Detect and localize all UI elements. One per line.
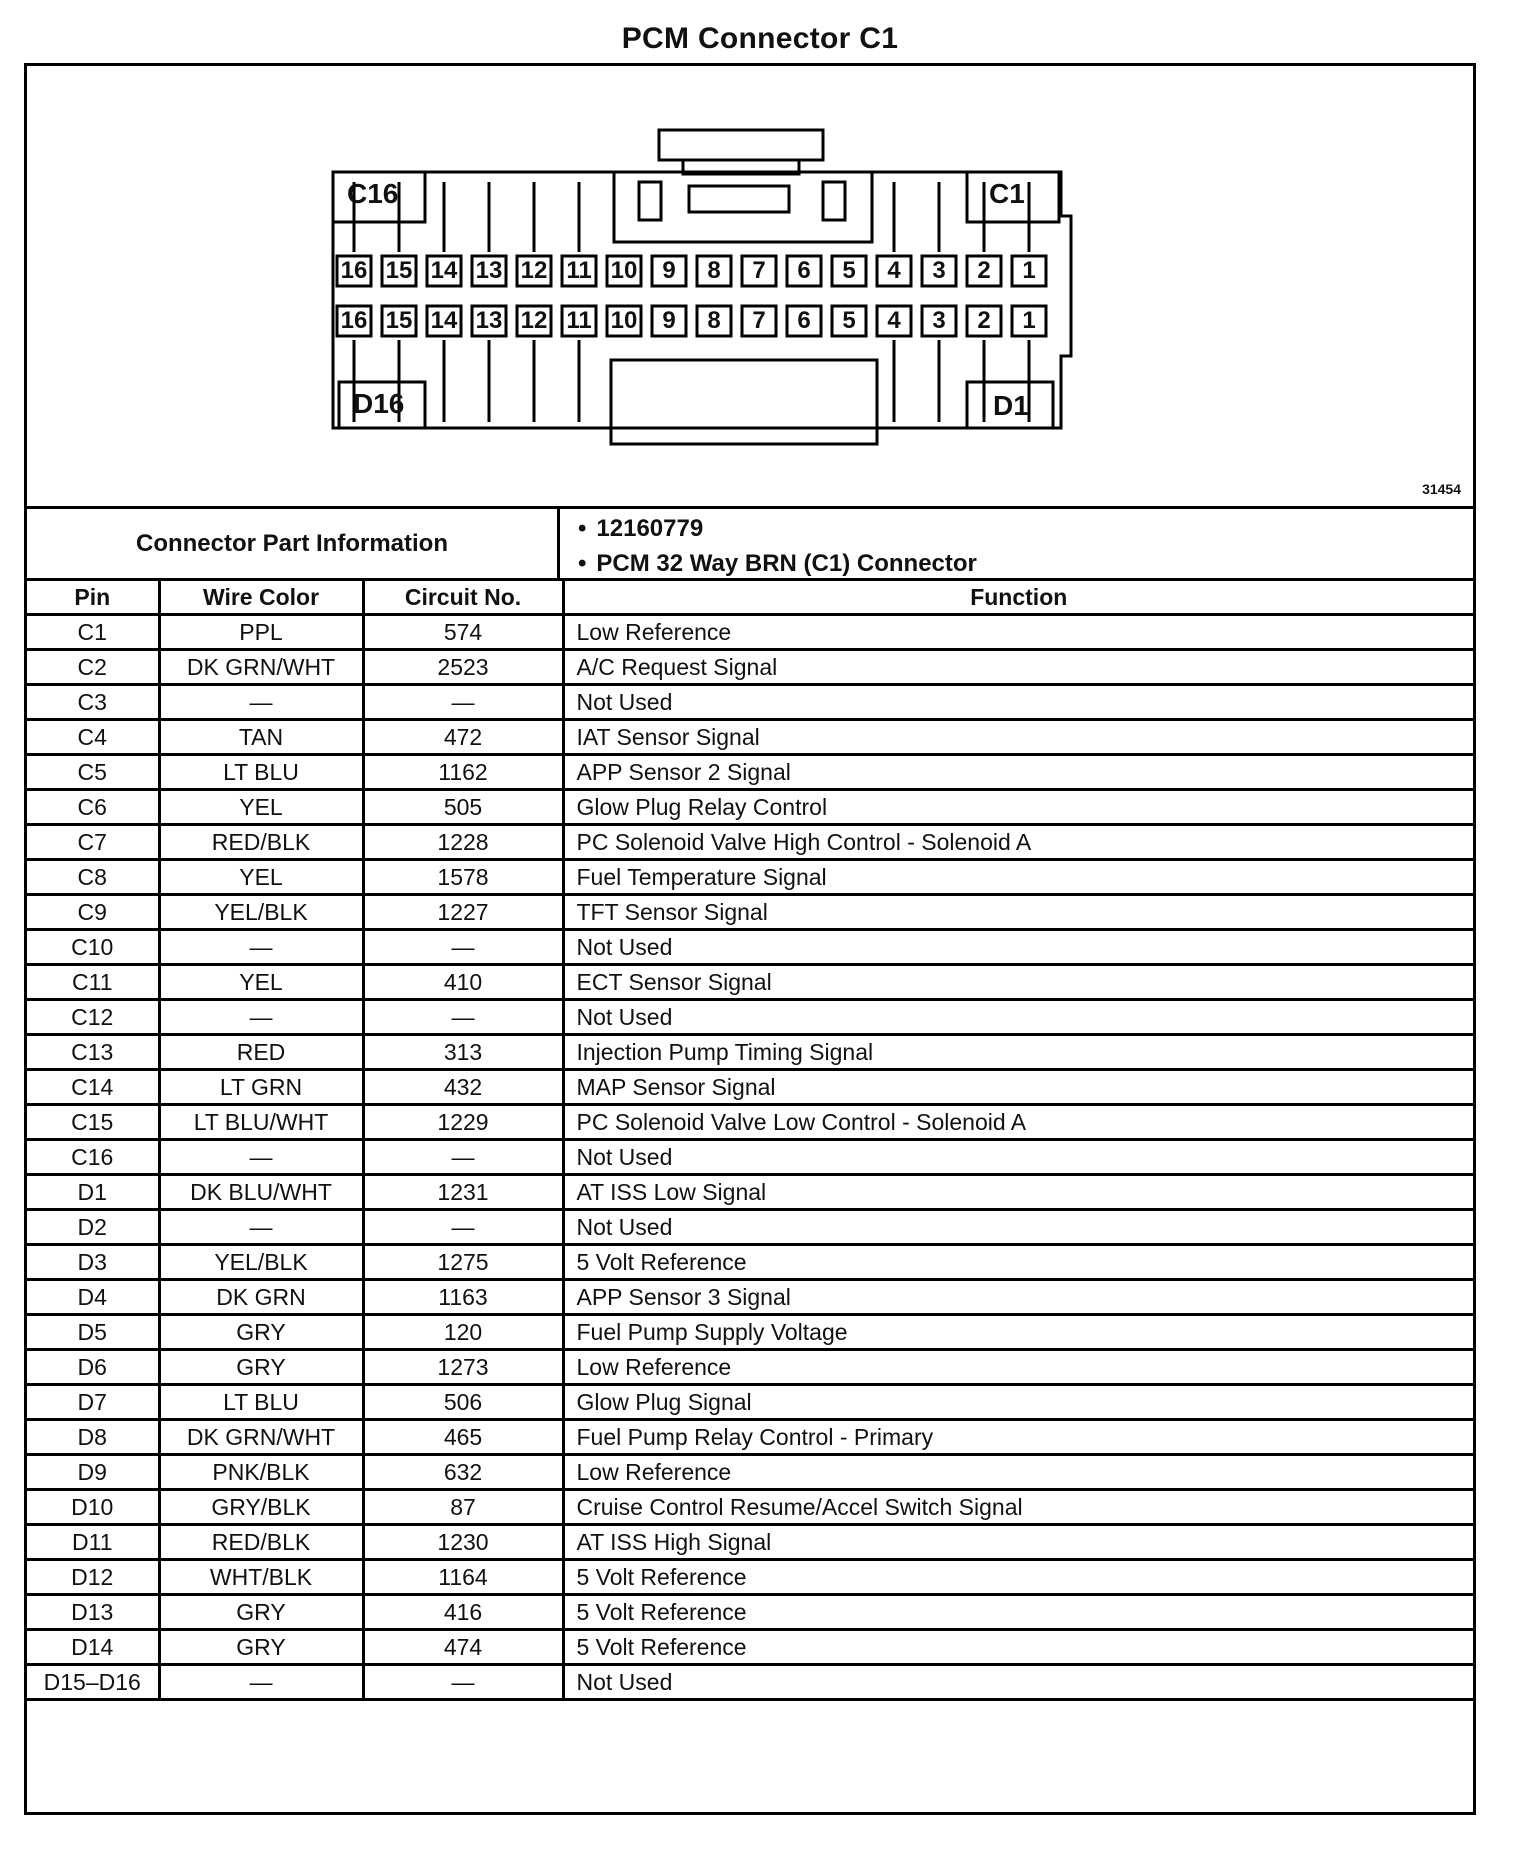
c-pin-number: 15 bbox=[385, 257, 413, 284]
pin-cell: C7 bbox=[27, 825, 159, 860]
c-pin-number: 2 bbox=[977, 257, 991, 284]
d-pin-number: 15 bbox=[385, 307, 413, 334]
wire-color-cell: LT BLU bbox=[159, 755, 363, 790]
wire-color-cell: — bbox=[159, 1000, 363, 1035]
c-pin-number: 14 bbox=[430, 257, 458, 284]
pin-cell: C4 bbox=[27, 720, 159, 755]
wire-color-cell: GRY/BLK bbox=[159, 1490, 363, 1525]
c-pin-number: 12 bbox=[520, 257, 548, 284]
pin-cell: C10 bbox=[27, 930, 159, 965]
function-cell: Not Used bbox=[563, 1140, 1473, 1175]
function-cell: AT ISS High Signal bbox=[563, 1525, 1473, 1560]
table-row bbox=[27, 965, 1473, 1000]
function-cell: A/C Request Signal bbox=[563, 650, 1473, 685]
d-pin-number: 9 bbox=[662, 307, 676, 334]
function-cell: 5 Volt Reference bbox=[563, 1630, 1473, 1665]
d-pin-number: 13 bbox=[475, 307, 503, 334]
label-c1: C1 bbox=[989, 178, 1025, 209]
header-wire-color: Wire Color bbox=[159, 580, 363, 615]
circuit-number-cell: 1230 bbox=[363, 1525, 563, 1560]
function-cell: Not Used bbox=[563, 930, 1473, 965]
connector-description: • PCM 32 Way BRN (C1) Connector bbox=[572, 546, 977, 581]
table-row bbox=[27, 1070, 1473, 1105]
d-pin-number: 4 bbox=[887, 307, 901, 334]
d-pin-number: 8 bbox=[707, 307, 721, 334]
pin-cell: C1 bbox=[27, 615, 159, 650]
circuit-number-cell: 1229 bbox=[363, 1105, 563, 1140]
pin-cell: D11 bbox=[27, 1525, 159, 1560]
pin-cell: D13 bbox=[27, 1595, 159, 1630]
circuit-number-cell: — bbox=[363, 930, 563, 965]
c-pin-number: 4 bbox=[887, 257, 901, 284]
function-cell: MAP Sensor Signal bbox=[563, 1070, 1473, 1105]
pin-cell: D3 bbox=[27, 1245, 159, 1280]
pin-cell: C14 bbox=[27, 1070, 159, 1105]
function-cell: Fuel Pump Supply Voltage bbox=[563, 1315, 1473, 1350]
circuit-number-cell: 410 bbox=[363, 965, 563, 1000]
pin-cell: D8 bbox=[27, 1420, 159, 1455]
table-row bbox=[27, 1560, 1473, 1595]
wire-color-cell: LT BLU/WHT bbox=[159, 1105, 363, 1140]
table-row bbox=[27, 1280, 1473, 1315]
pin-cell: D9 bbox=[27, 1455, 159, 1490]
pin-table bbox=[27, 578, 1473, 1701]
wire-color-cell: PPL bbox=[159, 615, 363, 650]
function-cell: Low Reference bbox=[563, 1350, 1473, 1385]
connector-diagram bbox=[27, 66, 1473, 506]
pin-cell: C12 bbox=[27, 1000, 159, 1035]
table-header-row bbox=[27, 580, 1473, 615]
table-row bbox=[27, 650, 1473, 685]
wire-color-cell: DK BLU/WHT bbox=[159, 1175, 363, 1210]
circuit-number-cell: — bbox=[363, 1140, 563, 1175]
function-cell: Low Reference bbox=[563, 615, 1473, 650]
c-pin-number: 8 bbox=[707, 257, 721, 284]
wire-color-cell: GRY bbox=[159, 1315, 363, 1350]
table-row bbox=[27, 685, 1473, 720]
label-c16: C16 bbox=[347, 178, 399, 209]
function-cell: Not Used bbox=[563, 685, 1473, 720]
wire-color-cell: — bbox=[159, 1210, 363, 1245]
pin-cell: C8 bbox=[27, 860, 159, 895]
pin-cell: D10 bbox=[27, 1490, 159, 1525]
wire-color-cell: LT GRN bbox=[159, 1070, 363, 1105]
table-row bbox=[27, 1595, 1473, 1630]
circuit-number-cell: 416 bbox=[363, 1595, 563, 1630]
function-cell: Not Used bbox=[563, 1665, 1473, 1700]
function-cell: Glow Plug Relay Control bbox=[563, 790, 1473, 825]
function-cell: Fuel Temperature Signal bbox=[563, 860, 1473, 895]
function-cell: Cruise Control Resume/Accel Switch Signal bbox=[563, 1490, 1473, 1525]
circuit-number-cell: — bbox=[363, 1665, 563, 1700]
d-pin-number: 12 bbox=[520, 307, 548, 334]
table-row bbox=[27, 1315, 1473, 1350]
wire-color-cell: DK GRN/WHT bbox=[159, 650, 363, 685]
wire-color-cell: YEL bbox=[159, 860, 363, 895]
circuit-number-cell: 313 bbox=[363, 1035, 563, 1070]
wire-color-cell: YEL/BLK bbox=[159, 895, 363, 930]
c-pin-number: 16 bbox=[340, 257, 368, 284]
table-row bbox=[27, 1000, 1473, 1035]
table-row bbox=[27, 1210, 1473, 1245]
pin-cell: D6 bbox=[27, 1350, 159, 1385]
pin-cell: D15–D16 bbox=[27, 1665, 159, 1700]
c-pin-number: 13 bbox=[475, 257, 503, 284]
function-cell: IAT Sensor Signal bbox=[563, 720, 1473, 755]
table-row bbox=[27, 1350, 1473, 1385]
function-cell: PC Solenoid Valve High Control - Solenoid A bbox=[563, 825, 1473, 860]
function-cell: Not Used bbox=[563, 1000, 1473, 1035]
wire-color-cell: WHT/BLK bbox=[159, 1560, 363, 1595]
wire-color-cell: — bbox=[159, 930, 363, 965]
d-pin-number: 2 bbox=[977, 307, 991, 334]
function-cell: Low Reference bbox=[563, 1455, 1473, 1490]
table-row bbox=[27, 1525, 1473, 1560]
circuit-number-cell: 1164 bbox=[363, 1560, 563, 1595]
function-cell: Not Used bbox=[563, 1210, 1473, 1245]
circuit-number-cell: 574 bbox=[363, 615, 563, 650]
table-row bbox=[27, 930, 1473, 965]
pin-cell: C13 bbox=[27, 1035, 159, 1070]
d-pin-number: 7 bbox=[752, 307, 766, 334]
function-cell: APP Sensor 2 Signal bbox=[563, 755, 1473, 790]
function-cell: Fuel Pump Relay Control - Primary bbox=[563, 1420, 1473, 1455]
circuit-number-cell: — bbox=[363, 685, 563, 720]
d-pin-number: 11 bbox=[566, 307, 592, 334]
c-pin-number: 5 bbox=[842, 257, 856, 284]
table-row bbox=[27, 790, 1473, 825]
table-row bbox=[27, 1420, 1473, 1455]
c-pin-number: 11 bbox=[566, 257, 592, 284]
header-circuit-no: Circuit No. bbox=[363, 580, 563, 615]
function-cell: Glow Plug Signal bbox=[563, 1385, 1473, 1420]
circuit-number-cell: 87 bbox=[363, 1490, 563, 1525]
function-cell: AT ISS Low Signal bbox=[563, 1175, 1473, 1210]
wire-color-cell: YEL bbox=[159, 965, 363, 1000]
label-d1: D1 bbox=[993, 390, 1029, 421]
table-row bbox=[27, 1140, 1473, 1175]
circuit-number-cell: 472 bbox=[363, 720, 563, 755]
part-number: • 12160779 bbox=[572, 511, 977, 546]
table-row bbox=[27, 1175, 1473, 1210]
pin-cell: D4 bbox=[27, 1280, 159, 1315]
wire-color-cell: RED/BLK bbox=[159, 1525, 363, 1560]
wire-color-cell: RED/BLK bbox=[159, 825, 363, 860]
circuit-number-cell: — bbox=[363, 1000, 563, 1035]
c-pin-number: 6 bbox=[797, 257, 811, 284]
header-pin: Pin bbox=[27, 580, 159, 615]
wire-color-cell: RED bbox=[159, 1035, 363, 1070]
c-pin-number: 1 bbox=[1022, 257, 1036, 284]
circuit-number-cell: 1578 bbox=[363, 860, 563, 895]
c-pin-number: 7 bbox=[752, 257, 766, 284]
function-cell: TFT Sensor Signal bbox=[563, 895, 1473, 930]
circuit-number-cell: 505 bbox=[363, 790, 563, 825]
d-pin-number: 3 bbox=[932, 307, 946, 334]
pin-cell: C3 bbox=[27, 685, 159, 720]
wire-color-cell: DK GRN bbox=[159, 1280, 363, 1315]
table-row bbox=[27, 1630, 1473, 1665]
part-info-row bbox=[27, 506, 1473, 578]
table-row bbox=[27, 615, 1473, 650]
pin-cell: C15 bbox=[27, 1105, 159, 1140]
table-row bbox=[27, 1245, 1473, 1280]
circuit-number-cell: 1228 bbox=[363, 825, 563, 860]
circuit-number-cell: 120 bbox=[363, 1315, 563, 1350]
circuit-number-cell: 1227 bbox=[363, 895, 563, 930]
wire-color-cell: DK GRN/WHT bbox=[159, 1420, 363, 1455]
table-row bbox=[27, 755, 1473, 790]
pin-cell: D2 bbox=[27, 1210, 159, 1245]
pin-cell: C2 bbox=[27, 650, 159, 685]
wire-color-cell: — bbox=[159, 685, 363, 720]
wire-color-cell: GRY bbox=[159, 1350, 363, 1385]
c-pin-number: 9 bbox=[662, 257, 676, 284]
table-row bbox=[27, 895, 1473, 930]
circuit-number-cell: 1275 bbox=[363, 1245, 563, 1280]
circuit-number-cell: — bbox=[363, 1210, 563, 1245]
pin-cell: D7 bbox=[27, 1385, 159, 1420]
d-pin-number: 5 bbox=[842, 307, 856, 334]
d-pin-number: 1 bbox=[1022, 307, 1036, 334]
circuit-number-cell: 506 bbox=[363, 1385, 563, 1420]
c-pin-number: 3 bbox=[932, 257, 946, 284]
connector-sheet bbox=[24, 63, 1476, 1815]
function-cell: 5 Volt Reference bbox=[563, 1595, 1473, 1630]
part-info-label: Connector Part Information bbox=[27, 509, 560, 578]
function-cell: APP Sensor 3 Signal bbox=[563, 1280, 1473, 1315]
pin-cell: C6 bbox=[27, 790, 159, 825]
pin-cell: C11 bbox=[27, 965, 159, 1000]
header-function: Function bbox=[563, 580, 1473, 615]
wire-color-cell: — bbox=[159, 1140, 363, 1175]
part-info-list bbox=[572, 511, 977, 581]
table-row bbox=[27, 720, 1473, 755]
circuit-number-cell: 2523 bbox=[363, 650, 563, 685]
d-pin-number: 14 bbox=[430, 307, 458, 334]
circuit-number-cell: 465 bbox=[363, 1420, 563, 1455]
wire-color-cell: GRY bbox=[159, 1630, 363, 1665]
circuit-number-cell: 1163 bbox=[363, 1280, 563, 1315]
function-cell: PC Solenoid Valve Low Control - Solenoid A bbox=[563, 1105, 1473, 1140]
circuit-number-cell: 474 bbox=[363, 1630, 563, 1665]
label-d16: D16 bbox=[353, 388, 405, 419]
wire-color-cell: YEL bbox=[159, 790, 363, 825]
wire-color-cell: YEL/BLK bbox=[159, 1245, 363, 1280]
table-row bbox=[27, 1490, 1473, 1525]
wire-color-cell: GRY bbox=[159, 1595, 363, 1630]
circuit-number-cell: 1231 bbox=[363, 1175, 563, 1210]
page-title: PCM Connector C1 bbox=[621, 22, 899, 55]
table-row bbox=[27, 1105, 1473, 1140]
d-pin-number: 6 bbox=[797, 307, 811, 334]
circuit-number-cell: 1273 bbox=[363, 1350, 563, 1385]
table-row bbox=[27, 860, 1473, 895]
pin-cell: D1 bbox=[27, 1175, 159, 1210]
circuit-number-cell: 432 bbox=[363, 1070, 563, 1105]
function-cell: Injection Pump Timing Signal bbox=[563, 1035, 1473, 1070]
d-pin-number: 10 bbox=[610, 307, 638, 334]
function-cell: 5 Volt Reference bbox=[563, 1560, 1473, 1595]
table-row bbox=[27, 1455, 1473, 1490]
table-row bbox=[27, 1665, 1473, 1700]
pin-cell: C5 bbox=[27, 755, 159, 790]
pin-cell: C9 bbox=[27, 895, 159, 930]
pin-cell: D12 bbox=[27, 1560, 159, 1595]
figure-number: 31454 bbox=[1422, 481, 1461, 497]
function-cell: ECT Sensor Signal bbox=[563, 965, 1473, 1000]
wire-color-cell: TAN bbox=[159, 720, 363, 755]
wire-color-cell: LT BLU bbox=[159, 1385, 363, 1420]
connector-face-drawing bbox=[27, 66, 1473, 506]
function-cell: 5 Volt Reference bbox=[563, 1245, 1473, 1280]
circuit-number-cell: 632 bbox=[363, 1455, 563, 1490]
table-row bbox=[27, 1385, 1473, 1420]
wire-color-cell: — bbox=[159, 1665, 363, 1700]
wire-color-cell: PNK/BLK bbox=[159, 1455, 363, 1490]
table-row bbox=[27, 825, 1473, 860]
pin-cell: D5 bbox=[27, 1315, 159, 1350]
pin-cell: C16 bbox=[27, 1140, 159, 1175]
c-pin-number: 10 bbox=[610, 257, 638, 284]
table-row bbox=[27, 1035, 1473, 1070]
circuit-number-cell: 1162 bbox=[363, 755, 563, 790]
d-pin-number: 16 bbox=[340, 307, 368, 334]
pin-cell: D14 bbox=[27, 1630, 159, 1665]
